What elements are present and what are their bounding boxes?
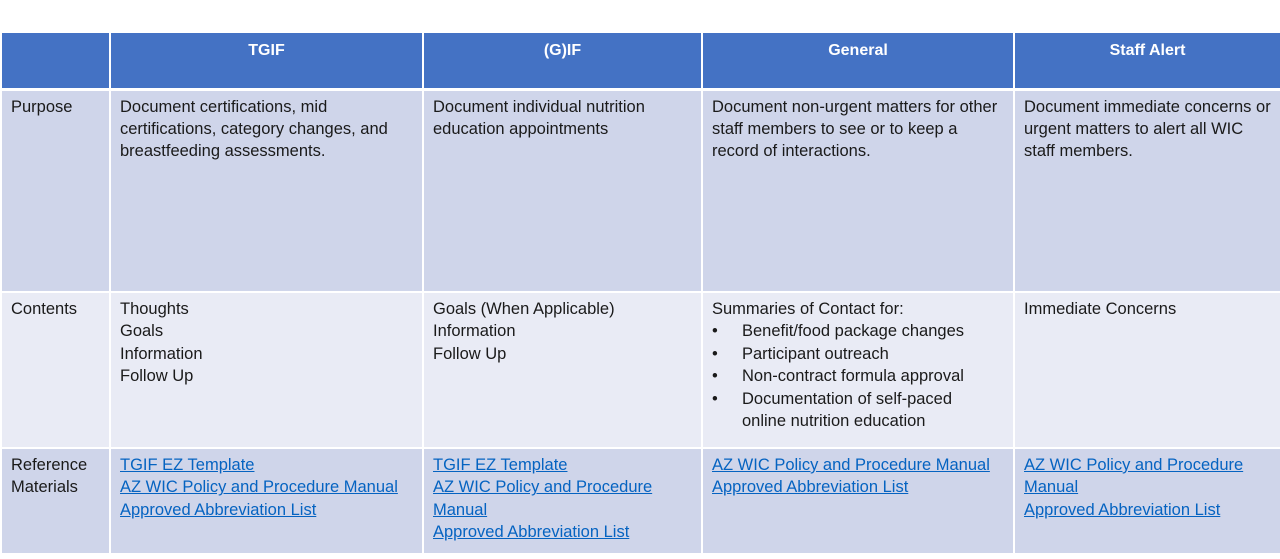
contents-general-intro: Summaries of Contact for: [712, 300, 904, 318]
header-gif: (G)IF [423, 32, 702, 89]
row-label-text: Purpose [11, 97, 73, 116]
list-item: Follow Up [120, 367, 194, 386]
link-policy-manual[interactable]: AZ WIC Policy and Procedure Manual [433, 478, 653, 519]
row-label-purpose [1, 89, 110, 292]
list-item [712, 388, 982, 433]
header-general: General [702, 32, 1014, 89]
list-item: Goals [120, 322, 164, 341]
bullet-list [712, 320, 1004, 432]
list-item [712, 320, 1004, 342]
header-tgif: TGIF [110, 32, 423, 89]
link-abbreviation-list[interactable]: Approved Abbreviation List [433, 523, 630, 542]
list-item: Information [120, 344, 203, 363]
link-policy-manual[interactable]: AZ WIC Policy and Procedure Manual [712, 456, 990, 474]
link-abbreviation-list[interactable]: Approved Abbreviation List [712, 478, 909, 497]
purpose-gif-cell [423, 89, 702, 292]
row-label-contents [1, 292, 110, 448]
bullet-icon: • [712, 322, 718, 341]
row-label-text: Reference Materials [11, 456, 88, 497]
contents-tgif-cell [110, 292, 423, 448]
link-policy-manual[interactable]: AZ WIC Policy and Procedure Manual [120, 478, 398, 497]
reference-gif-cell [423, 448, 702, 554]
link-abbreviation-list[interactable]: Approved Abbreviation List [120, 500, 317, 519]
contents-general-cell [702, 292, 1014, 448]
bullet-icon: • [712, 367, 718, 386]
table-row-contents [1, 292, 1280, 448]
purpose-gif: Document individual nutrition education appointments [433, 97, 645, 138]
contents-staff-alert: Immediate Concerns [1024, 300, 1177, 318]
table-row-purpose [1, 89, 1280, 292]
list-item: Goals (When Applicable) [433, 300, 615, 318]
header-staff-alert: Staff Alert [1014, 32, 1280, 89]
header-corner [1, 32, 110, 89]
reference-tgif-cell [110, 448, 423, 554]
list-item: Thoughts [120, 300, 189, 318]
contents-gif-cell [423, 292, 702, 448]
bullet-text: Documentation of self-paced online nutrition education [742, 389, 953, 431]
bullet-text: Benefit/food package changes [742, 322, 965, 341]
link-tgif-ez-template[interactable]: TGIF EZ Template [120, 456, 255, 474]
purpose-tgif-cell [110, 89, 423, 292]
bullet-icon: • [712, 389, 718, 408]
comparison-table [0, 31, 1280, 555]
list-item: Information [433, 322, 516, 341]
purpose-staff-alert: Document immediate concerns or urgent matters to alert all WIC staff members. [1024, 97, 1271, 161]
bullet-text: Non-contract formula approval [742, 367, 964, 386]
purpose-tgif: Document certifications, mid certifications, category changes, and breastfeeding assessments. [120, 97, 388, 161]
reference-staff-alert-cell [1014, 448, 1280, 554]
link-abbreviation-list[interactable]: Approved Abbreviation List [1024, 500, 1221, 519]
list-item [712, 343, 1004, 365]
reference-general-cell [702, 448, 1014, 554]
bullet-text: Participant outreach [742, 344, 889, 363]
purpose-general-cell [702, 89, 1014, 292]
header-row [1, 32, 1280, 89]
row-label-text: Contents [11, 300, 78, 318]
contents-staff-alert-cell [1014, 292, 1280, 448]
documentation-types-table [0, 31, 1280, 555]
list-item: Follow Up [433, 344, 507, 363]
table-row-reference [1, 448, 1280, 554]
row-label-reference [1, 448, 110, 554]
bullet-icon: • [712, 344, 718, 363]
purpose-staff-alert-cell [1014, 89, 1280, 292]
link-policy-manual[interactable]: AZ WIC Policy and Procedure Manual [1024, 456, 1244, 497]
link-tgif-ez-template[interactable]: TGIF EZ Template [433, 456, 568, 474]
list-item [712, 365, 1004, 387]
purpose-general: Document non-urgent matters for other staff members to see or to keep a record of interactions. [712, 97, 998, 161]
